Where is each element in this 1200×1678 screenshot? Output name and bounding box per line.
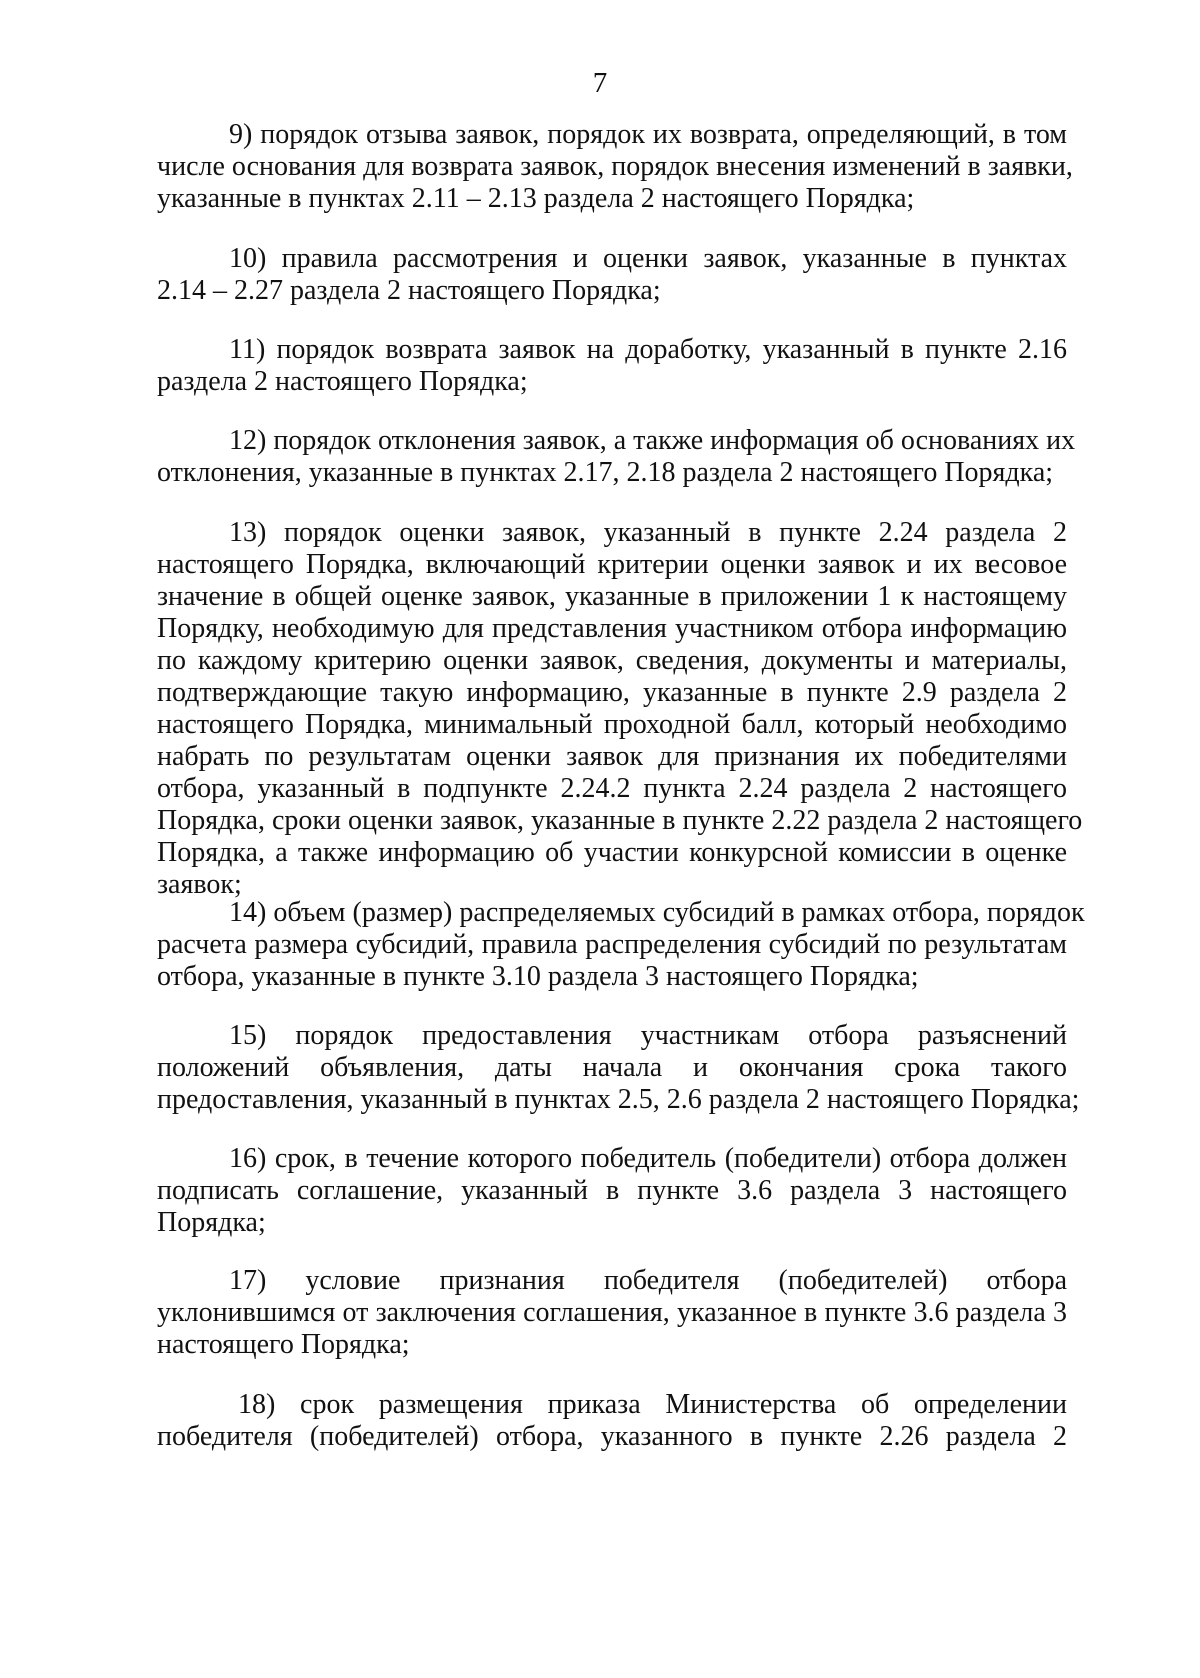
list-item-line: расчета размера субсидий, правила распределения субсидий по результатам	[157, 929, 1067, 960]
list-item-line: заявок;	[157, 869, 242, 900]
list-item-line: 10) правила рассмотрения и оценки заявок, указанные в пунктах	[229, 243, 1067, 274]
list-item-line: указанные в пунктах 2.11 – 2.13 раздела 2 настоящего Порядка;	[157, 183, 915, 214]
list-item-10	[157, 243, 1067, 307]
list-item-line: набрать по результатам оценки заявок для признания их победителями	[157, 741, 1067, 772]
list-item-line: победителя (победителей) отбора, указанного в пункте 2.26 раздела 2	[157, 1421, 1067, 1452]
list-item-line: 13) порядок оценки заявок, указанный в пункте 2.24 раздела 2	[229, 517, 1067, 548]
list-item-line: 15) порядок предоставления участникам отбора разъяснений	[229, 1020, 1067, 1051]
list-item-line: предоставления, указанный в пунктах 2.5, 2.6 раздела 2 настоящего Порядка;	[157, 1084, 1080, 1115]
list-item-15	[157, 1020, 1080, 1116]
list-item-line: по каждому критерию оценки заявок, сведения, документы и материалы,	[157, 645, 1067, 676]
list-item-18	[157, 1389, 1067, 1453]
list-item-line: 16) срок, в течение которого победитель (победители) отбора должен	[229, 1143, 1067, 1174]
list-item-line: отклонения, указанные в пунктах 2.17, 2.18 раздела 2 настоящего Порядка;	[157, 457, 1054, 488]
list-item-17	[157, 1265, 1067, 1361]
list-item-line: подтверждающие такую информацию, указанные в пункте 2.9 раздела 2	[157, 677, 1067, 708]
list-item-line: настоящего Порядка;	[157, 1329, 410, 1360]
list-item-line: настоящего Порядка, включающий критерии оценки заявок и их весовое	[157, 549, 1067, 580]
list-item-line: отбора, указанные в пункте 3.10 раздела 3 настоящего Порядка;	[157, 961, 919, 992]
list-item-line: подписать соглашение, указанный в пункте 3.6 раздела 3 настоящего	[157, 1175, 1067, 1206]
list-item-16	[157, 1143, 1067, 1239]
list-item-line: числе основания для возврата заявок, порядок внесения изменений в заявки,	[157, 151, 1073, 182]
list-item-14	[157, 897, 1085, 993]
list-item-line: Порядка, а также информацию об участии конкурсной комиссии в оценке	[157, 837, 1067, 868]
list-item-11	[157, 334, 1067, 398]
list-item-line: отбора, указанный в подпункте 2.24.2 пункта 2.24 раздела 2 настоящего	[157, 773, 1067, 804]
list-item-line: Порядка, сроки оценки заявок, указанные в пункте 2.22 раздела 2 настоящего	[157, 805, 1083, 836]
list-item-line: Порядка;	[157, 1207, 266, 1238]
list-item-line: значение в общей оценке заявок, указанные в приложении 1 к настоящему	[157, 581, 1067, 612]
page-number: 7	[592, 67, 608, 99]
list-item-line: 11) порядок возврата заявок на доработку, указанный в пункте 2.16	[229, 334, 1067, 365]
list-item-line: раздела 2 настоящего Порядка;	[157, 366, 528, 397]
list-item-line: положений объявления, даты начала и окончания срока такого	[157, 1052, 1067, 1083]
list-item-line: 9) порядок отзыва заявок, порядок их возврата, определяющий, в том	[229, 119, 1067, 150]
list-item-line: 14) объем (размер) распределяемых субсидий в рамках отбора, порядок	[229, 897, 1085, 928]
list-item-line: настоящего Порядка, минимальный проходной балл, который необходимо	[157, 709, 1067, 740]
list-item-line: 18) срок размещения приказа Министерства об определении	[238, 1389, 1067, 1420]
list-item-line: 17) условие признания победителя (победителей) отбора	[229, 1265, 1067, 1296]
list-item-line: Порядку, необходимую для представления участником отбора информацию	[157, 613, 1067, 644]
list-item-13	[157, 517, 1083, 901]
list-item-9	[157, 119, 1073, 215]
list-item-line: уклонившимся от заключения соглашения, указанное в пункте 3.6 раздела 3	[157, 1297, 1067, 1328]
list-item-12	[157, 425, 1076, 489]
list-item-line: 2.14 – 2.27 раздела 2 настоящего Порядка;	[157, 275, 661, 306]
list-item-line: 12) порядок отклонения заявок, а также информация об основаниях их	[229, 425, 1076, 456]
